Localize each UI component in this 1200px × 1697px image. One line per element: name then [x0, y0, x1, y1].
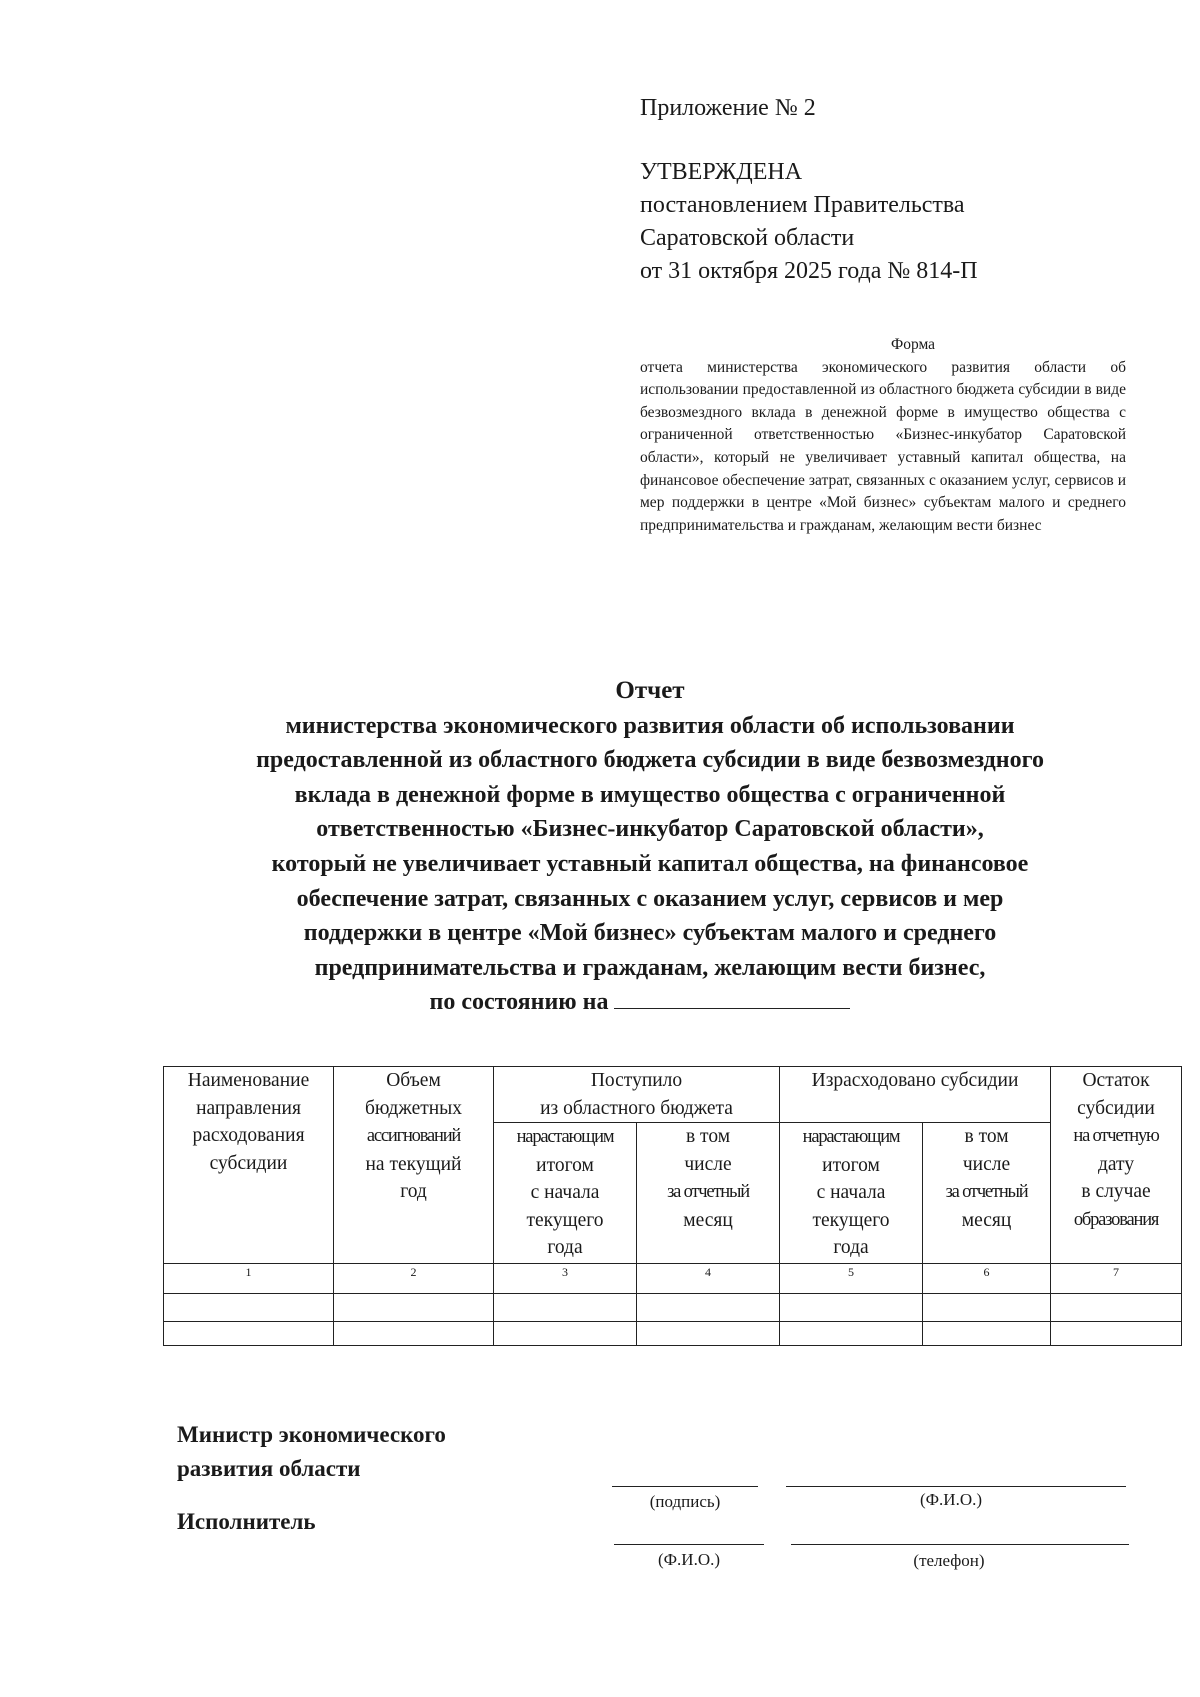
minister-fio-line — [786, 1486, 1126, 1487]
table-number-row — [164, 1264, 1182, 1294]
table-cell — [780, 1294, 923, 1322]
header-subsidy-balance: Остаток субсидии на отчетную дату в случае образования — [1051, 1067, 1182, 1264]
header-spent-group: Израсходовано субсидии — [780, 1067, 1051, 1123]
table-cell — [164, 1322, 334, 1346]
approved-date: от 31 октября 2025 года № 814-П — [640, 258, 978, 284]
signature-label: (подпись) — [649, 1492, 721, 1511]
form-description-block — [640, 334, 1126, 537]
report-title: Отчет — [615, 677, 685, 704]
report-title-line: ответственностью «Бизнес-инкубатор Саратовской области», — [316, 816, 984, 843]
executor-fio-line — [614, 1544, 764, 1545]
as-of-label: по состоянию на — [429, 989, 609, 1016]
header-spent-cumulative: нарастающим итогом с начала текущего года — [780, 1123, 923, 1264]
report-title-line: предпринимательства и гражданам, желающим вести бизнес, — [314, 954, 986, 981]
table-cell — [334, 1294, 494, 1322]
header-received-monthly: в том числе за отчетный месяц — [637, 1123, 780, 1264]
table-row — [164, 1294, 1182, 1322]
table-header-row — [164, 1067, 1182, 1123]
signature-line — [612, 1486, 758, 1487]
phone-line — [791, 1544, 1129, 1545]
form-label: Форма — [890, 336, 936, 353]
minister-fio-label: (Ф.И.О.) — [919, 1490, 983, 1509]
header-received-group: Поступило из областного бюджета — [494, 1067, 780, 1123]
approved-by: постановлением Правительства — [640, 192, 965, 218]
table-cell — [494, 1322, 637, 1346]
report-title-line: обеспечение затрат, связанных с оказанием услуг, сервисов и мер — [296, 885, 1004, 912]
report-title-line: который не увеличивает уставный капитал общества, на финансовое — [271, 850, 1029, 877]
header-received-cumulative: нарастающим итогом с начала текущего года — [494, 1123, 637, 1264]
column-number: 4 — [637, 1264, 780, 1294]
report-as-of — [150, 985, 1150, 1020]
header-budget-allocations: Объем бюджетных ассигнований на текущий год — [334, 1067, 494, 1264]
table-cell — [923, 1294, 1051, 1322]
table-cell — [1051, 1322, 1182, 1346]
table-row — [164, 1322, 1182, 1346]
column-number: 1 — [164, 1264, 334, 1294]
executor-label: Исполнитель — [177, 1509, 316, 1534]
form-description: отчета министерства экономического развития области об использовании предоставленной из областного бюджета субсидии в виде безвозмездного вклада в денежной форме в имущество общества с ограниченной ответственностью «Бизнес-инкубатор Саратовской области», который не увеличивает уставный капитал общества, на финансовое обеспечение затрат, связанных с оказанием услуг, сервисов и мер поддержки в центре «Мой бизнес» субъектам малого и среднего предпринимательства и гражданам, желающим вести бизнес — [640, 358, 1126, 534]
column-number: 6 — [923, 1264, 1051, 1294]
approved-region: Саратовской области — [640, 225, 855, 251]
executor-fio-label: (Ф.И.О.) — [657, 1550, 721, 1569]
column-number: 7 — [1051, 1264, 1182, 1294]
table-cell — [780, 1322, 923, 1346]
date-blank-line — [614, 987, 850, 1009]
report-title-line: министерства экономического развития области об использовании — [285, 712, 1015, 739]
minister-title: Министр экономического развития области — [177, 1422, 446, 1481]
column-number: 5 — [780, 1264, 923, 1294]
approval-block — [640, 156, 978, 288]
report-table — [163, 1066, 1182, 1346]
table-cell — [164, 1294, 334, 1322]
appendix-number: Приложение № 2 — [640, 95, 816, 121]
report-title-line: предоставленной из областного бюджета субсидии в виде безвозмездного — [256, 747, 1044, 774]
column-number: 2 — [334, 1264, 494, 1294]
table-cell — [494, 1294, 637, 1322]
report-title-block — [150, 674, 1150, 1020]
report-title-line: поддержки в центре «Мой бизнес» субъектам малого и среднего — [303, 920, 997, 947]
column-number: 3 — [494, 1264, 637, 1294]
phone-label: (телефон) — [913, 1551, 985, 1570]
header-expense-direction: Наименование направления расходования субсидии — [164, 1067, 334, 1264]
table-cell — [334, 1322, 494, 1346]
header-spent-monthly: в том числе за отчетный месяц — [923, 1123, 1051, 1264]
table-cell — [1051, 1294, 1182, 1322]
report-title-line: вклада в денежной форме в имущество общества с ограниченной — [294, 781, 1006, 808]
table-cell — [637, 1294, 780, 1322]
approved-word: УТВЕРЖДЕНА — [640, 159, 803, 185]
table-cell — [923, 1322, 1051, 1346]
table-cell — [637, 1322, 780, 1346]
